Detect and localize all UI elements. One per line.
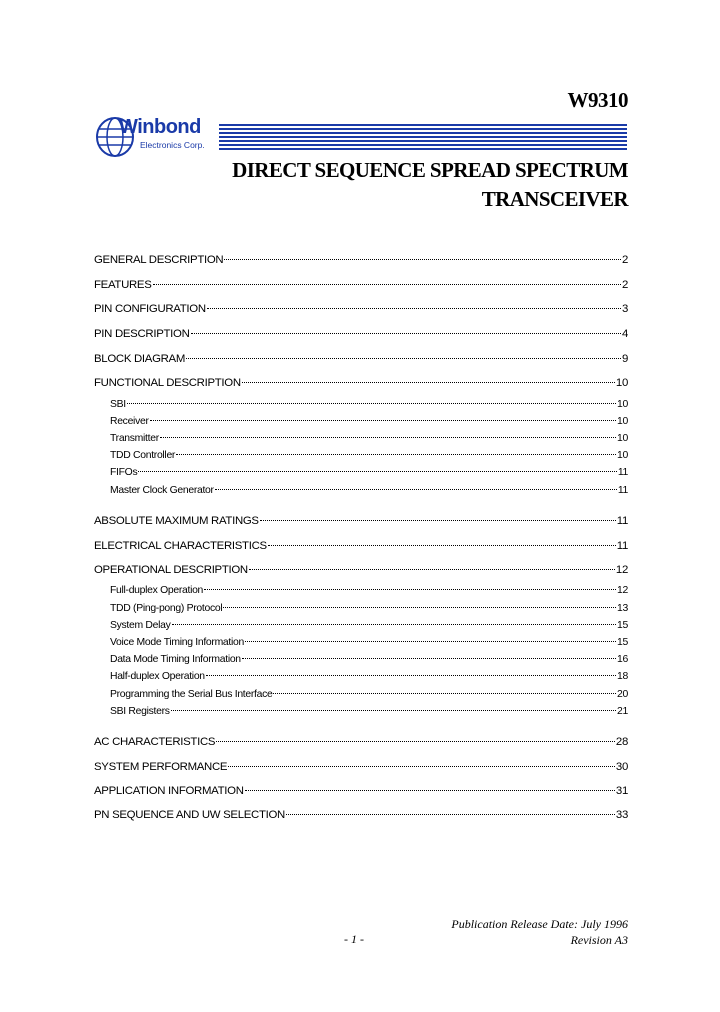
toc-entry[interactable] bbox=[110, 584, 628, 598]
toc-entry-label: PIN DESCRIPTION bbox=[94, 328, 190, 340]
toc-entry-page: 11 bbox=[617, 467, 628, 478]
toc-leader-dots bbox=[153, 283, 621, 285]
toc-entry-page: 10 bbox=[617, 399, 628, 410]
winbond-logo bbox=[95, 116, 219, 158]
toc-entry-page: 11 bbox=[617, 485, 628, 496]
toc-entry[interactable] bbox=[110, 398, 628, 412]
toc-leader-dots bbox=[176, 453, 616, 455]
toc-entry-label: SBI bbox=[110, 399, 126, 410]
toc-entry-label: Voice Mode Timing Information bbox=[110, 637, 244, 648]
toc-leader-dots bbox=[206, 674, 616, 676]
toc-entry-page: 4 bbox=[621, 328, 628, 340]
header-rules bbox=[219, 124, 627, 154]
toc-leader-dots bbox=[150, 419, 616, 421]
toc-entry-page: 28 bbox=[615, 736, 628, 748]
toc-entry-page: 10 bbox=[617, 450, 628, 461]
toc-entry-page: 30 bbox=[615, 761, 628, 773]
toc-entry[interactable] bbox=[94, 539, 628, 553]
toc-entry-label: TDD (Ping-pong) Protocol bbox=[110, 603, 223, 614]
toc-entry[interactable] bbox=[110, 432, 628, 446]
toc-entry-page: 15 bbox=[617, 637, 628, 648]
toc-entry-label: FEATURES bbox=[94, 279, 152, 291]
toc-leader-dots bbox=[171, 709, 616, 711]
toc-leader-dots bbox=[242, 381, 615, 383]
toc-entry[interactable] bbox=[110, 602, 628, 616]
toc-entry[interactable] bbox=[110, 636, 628, 650]
toc-entry[interactable] bbox=[110, 653, 628, 667]
toc-entry-label: FUNCTIONAL DESCRIPTION bbox=[94, 377, 241, 389]
toc-entry-label: PIN CONFIGURATION bbox=[94, 303, 206, 315]
toc-entry-page: 16 bbox=[617, 654, 628, 665]
toc-entry[interactable] bbox=[110, 619, 628, 633]
toc-entry-label: Master Clock Generator bbox=[110, 485, 214, 496]
toc-entry[interactable] bbox=[94, 784, 628, 798]
toc-entry-label: Transmitter bbox=[110, 433, 159, 444]
toc-leader-dots bbox=[127, 402, 616, 404]
toc-leader-dots bbox=[223, 606, 616, 608]
toc-leader-dots bbox=[207, 307, 621, 309]
toc-entry-page: 12 bbox=[617, 585, 628, 596]
toc-entry[interactable] bbox=[94, 563, 628, 577]
toc-entry[interactable] bbox=[94, 253, 628, 267]
toc-leader-dots bbox=[172, 623, 617, 625]
toc-entry-page: 10 bbox=[617, 416, 628, 427]
toc-entry-page: 9 bbox=[621, 353, 628, 365]
toc-entry-label: TDD Controller bbox=[110, 450, 176, 461]
toc-entry-page: 13 bbox=[617, 603, 628, 614]
toc-leader-dots bbox=[224, 258, 621, 260]
revision: Revision A3 bbox=[570, 933, 628, 947]
toc-entry-page: 12 bbox=[615, 564, 628, 576]
toc-leader-dots bbox=[242, 657, 616, 659]
page-number: - 1 - bbox=[344, 932, 364, 946]
toc-entry[interactable] bbox=[94, 376, 628, 390]
document-title bbox=[232, 156, 628, 214]
toc-entry-page: 10 bbox=[615, 377, 628, 389]
toc-entry-label: Full-duplex Operation bbox=[110, 585, 204, 596]
toc-entry-page: 11 bbox=[616, 540, 628, 552]
toc-entry[interactable] bbox=[110, 705, 628, 719]
toc-entry-page: 3 bbox=[621, 303, 628, 315]
toc-entry-label: Data Mode Timing Information bbox=[110, 654, 241, 665]
footer-info bbox=[451, 916, 628, 948]
toc-entry-page: 15 bbox=[617, 620, 628, 631]
toc-entry[interactable] bbox=[94, 352, 628, 366]
toc-entry-label: ABSOLUTE MAXIMUM RATINGS bbox=[94, 515, 259, 527]
toc-entry-label: APPLICATION INFORMATION bbox=[94, 785, 244, 797]
logo-wordmark: Winbond bbox=[119, 116, 201, 138]
toc-entry-label: GENERAL DESCRIPTION bbox=[94, 254, 224, 266]
toc-entry-page: 31 bbox=[615, 785, 628, 797]
toc-entry-label: OPERATIONAL DESCRIPTION bbox=[94, 564, 248, 576]
toc-entry-label: Half-duplex Operation bbox=[110, 671, 205, 682]
toc-entry[interactable] bbox=[110, 670, 628, 684]
toc-entry-page: 2 bbox=[621, 279, 628, 291]
title-line-1: DIRECT SEQUENCE SPREAD SPECTRUM bbox=[232, 158, 628, 182]
toc-entry-page: 11 bbox=[616, 515, 628, 527]
title-line-2: TRANSCEIVER bbox=[481, 187, 628, 211]
toc-entry[interactable] bbox=[94, 760, 628, 774]
toc-leader-dots bbox=[249, 568, 615, 570]
toc-leader-dots bbox=[273, 692, 616, 694]
toc-entry-label: Programming the Serial Bus Interface bbox=[110, 689, 273, 700]
toc-leader-dots bbox=[286, 813, 615, 815]
toc-entry-label: SBI Registers bbox=[110, 706, 170, 717]
release-date: Publication Release Date: July 1996 bbox=[451, 917, 628, 931]
toc-entry-page: 10 bbox=[617, 433, 628, 444]
toc-entry-label: SYSTEM PERFORMANCE bbox=[94, 761, 228, 773]
toc-entry[interactable] bbox=[94, 327, 628, 341]
toc-entry[interactable] bbox=[110, 415, 628, 429]
toc-entry-page: 18 bbox=[617, 671, 628, 682]
toc-leader-dots bbox=[216, 740, 615, 742]
toc-entry[interactable] bbox=[110, 484, 628, 498]
toc-entry[interactable] bbox=[110, 449, 628, 463]
toc-leader-dots bbox=[191, 332, 621, 334]
toc-entry[interactable] bbox=[94, 808, 628, 822]
toc-leader-dots bbox=[245, 789, 615, 791]
toc-entry-label: Receiver bbox=[110, 416, 149, 427]
toc-entry-page: 33 bbox=[615, 809, 628, 821]
toc-entry[interactable] bbox=[94, 302, 628, 316]
toc-entry[interactable] bbox=[110, 688, 628, 702]
toc-entry-label: System Delay bbox=[110, 620, 171, 631]
toc-entry-page: 20 bbox=[617, 689, 628, 700]
toc-leader-dots bbox=[204, 588, 616, 590]
toc-entry-label: AC CHARACTERISTICS bbox=[94, 736, 216, 748]
toc-leader-dots bbox=[160, 436, 616, 438]
toc-leader-dots bbox=[268, 544, 616, 546]
toc-leader-dots bbox=[138, 470, 616, 472]
toc-entry-label: PN SEQUENCE AND UW SELECTION bbox=[94, 809, 285, 821]
toc-leader-dots bbox=[215, 488, 617, 490]
toc-entry-page: 2 bbox=[621, 254, 628, 266]
toc-entry-page: 21 bbox=[617, 706, 628, 717]
toc-leader-dots bbox=[228, 765, 615, 767]
toc-entry-label: BLOCK DIAGRAM bbox=[94, 353, 186, 365]
toc-entry-label: ELECTRICAL CHARACTERISTICS bbox=[94, 540, 267, 552]
toc-entry[interactable] bbox=[110, 466, 628, 480]
toc-leader-dots bbox=[260, 519, 616, 521]
logo-subtitle: Electronics Corp. bbox=[140, 140, 205, 150]
toc-leader-dots bbox=[186, 357, 621, 359]
toc-entry[interactable] bbox=[94, 735, 628, 749]
toc-entry-label: FIFOs bbox=[110, 467, 138, 478]
toc-entry[interactable] bbox=[94, 514, 628, 528]
part-number: W9310 bbox=[567, 88, 628, 112]
toc-leader-dots bbox=[245, 640, 616, 642]
toc-entry[interactable] bbox=[94, 278, 628, 292]
